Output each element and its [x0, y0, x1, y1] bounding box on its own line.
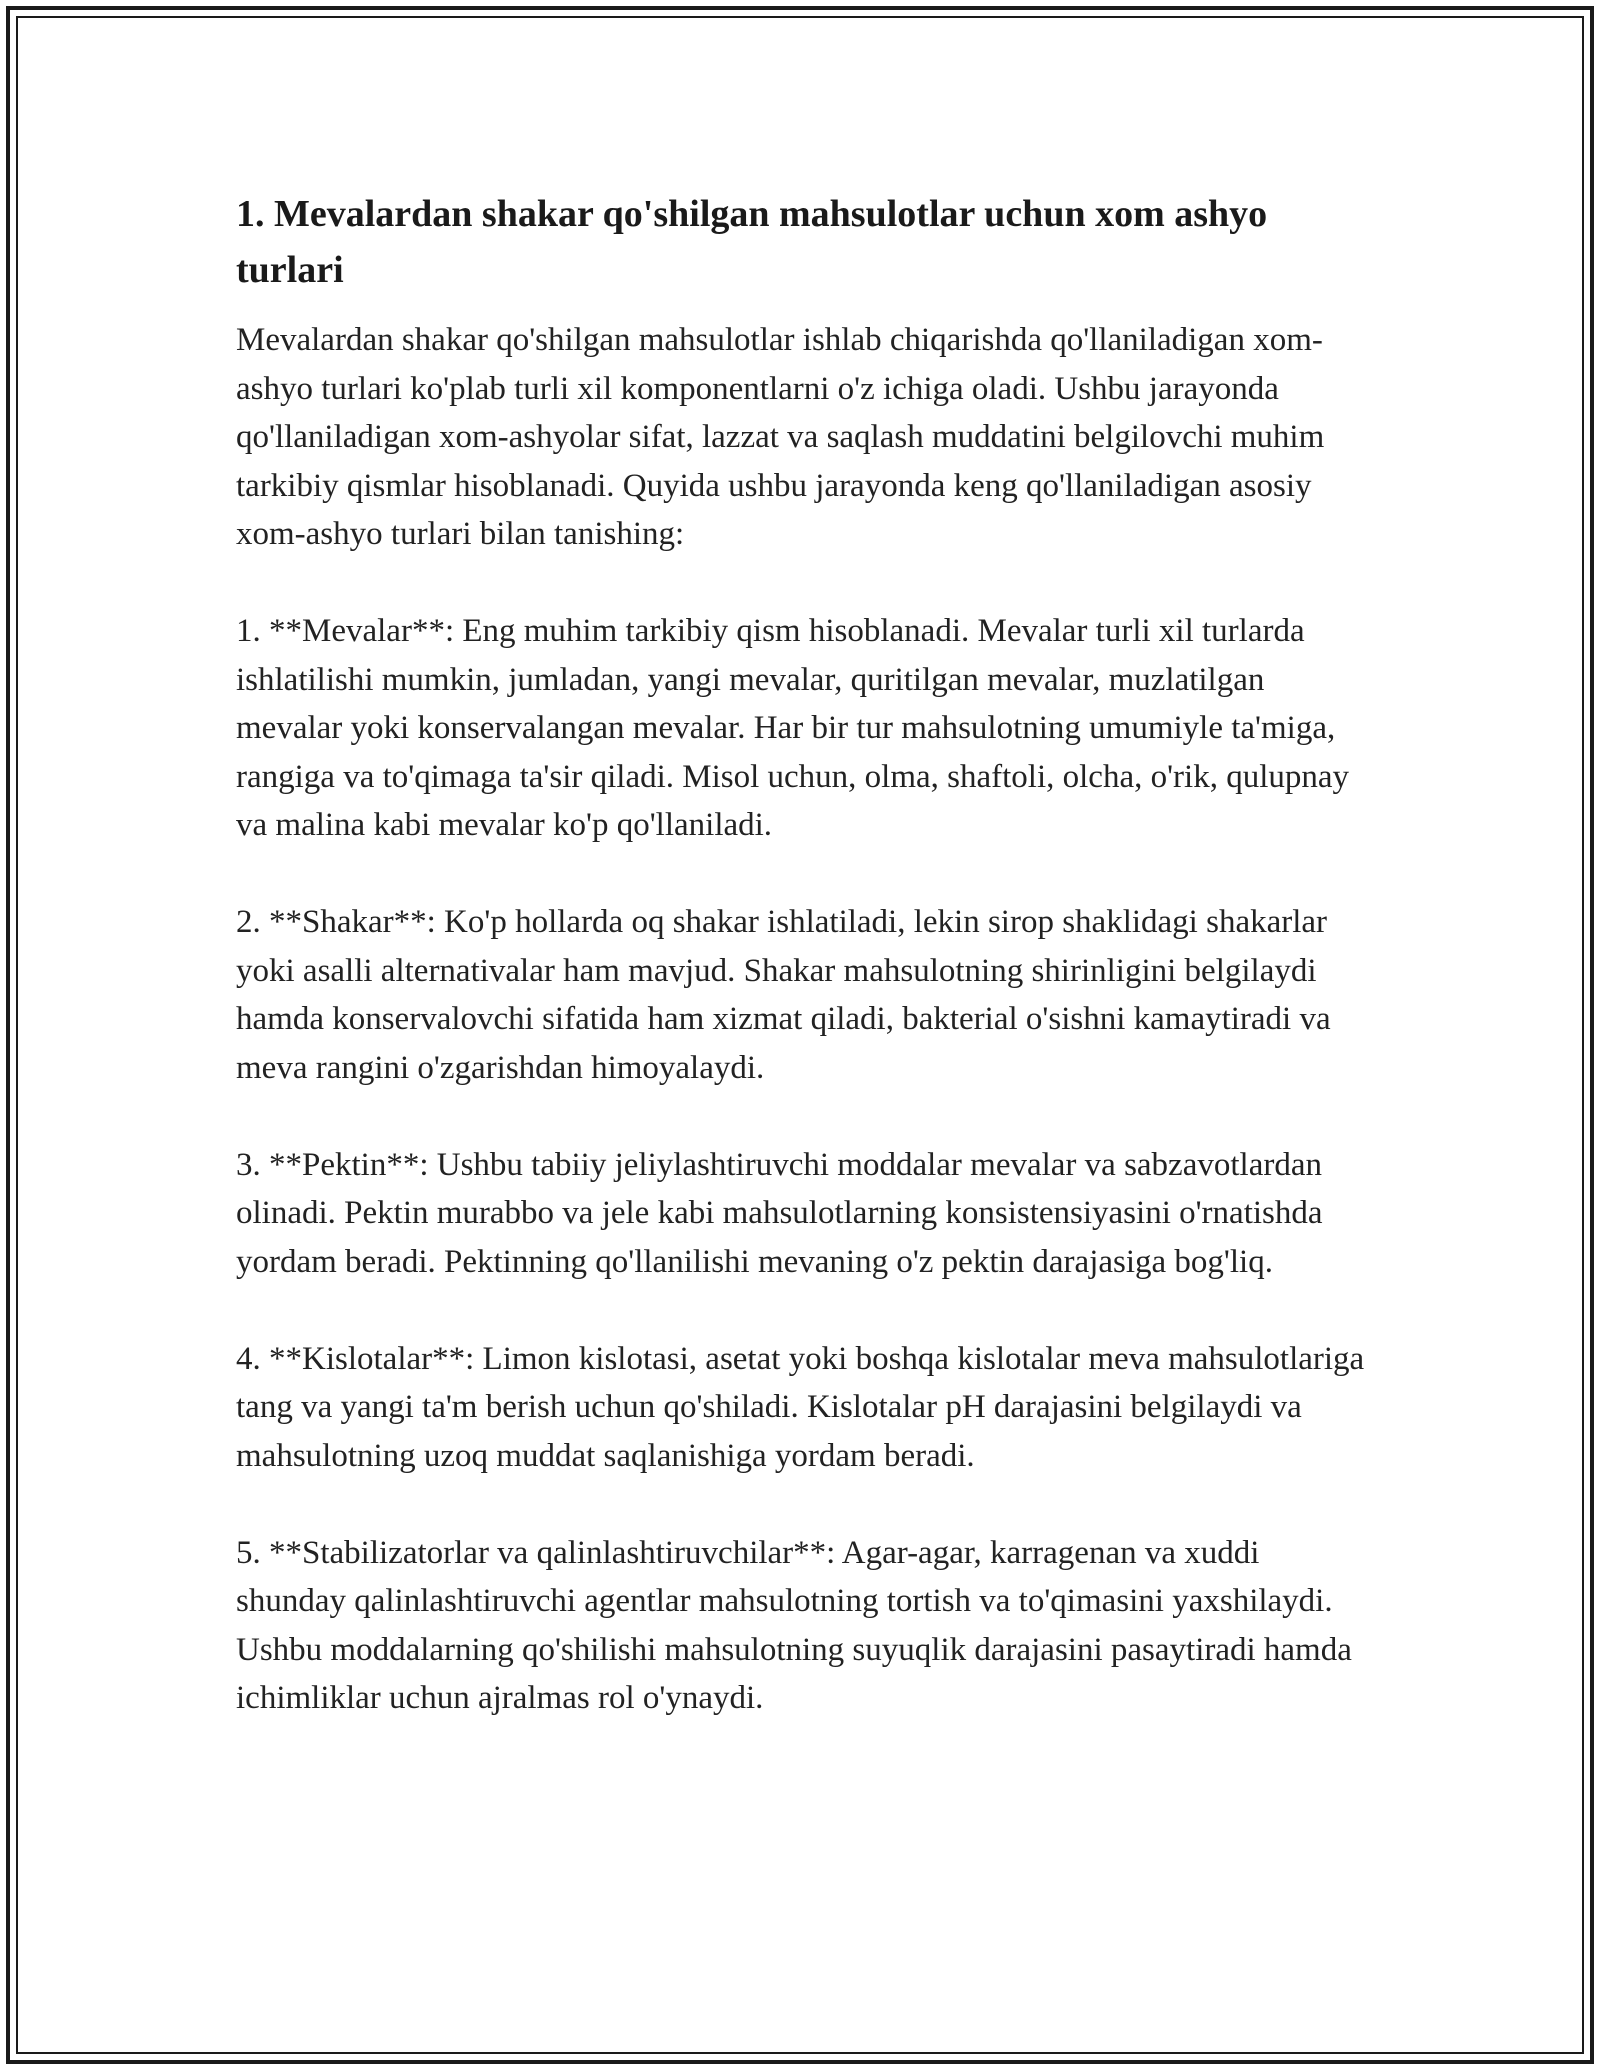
- list-item-mevalar: 1. **Mevalar**: Eng muhim tarkibiy qism hisoblanadi. Mevalar turli xil turlarda ishlatilishi mumkin, jumladan, yangi mevalar, quritilgan mevalar, muzlatilgan mevalar yoki konservalangan mevalar. Har bir tur mahsulotning umumiyle ta'miga, rangiga va to'qimaga ta'sir qiladi. Misol uchun, olma, shaftoli, olcha, o'rik, qulupnay va malina kabi mevalar ko'p qo'llaniladi.: [236, 613, 1350, 843]
- document-body: [236, 186, 1366, 1771]
- list-item-kislotalar: 4. **Kislotalar**: Limon kislotasi, asetat yoki boshqa kislotalar meva mahsulotlariga tang va yangi ta'm berish uchun qo'shiladi. Kislotalar pH darajasini belgilaydi va mahsulotning uzoq muddat saqlanishiga yordam beradi.: [236, 1340, 1365, 1474]
- list-item-stabilizatorlar: 5. **Stabilizatorlar va qalinlashtiruvchilar**: Agar-agar, karragenan va xuddi shunday qalinlashtiruvchi agentlar mahsulotning tortish va to'qimasini yaxshilaydi. Ushbu moddalarning qo'shilishi mahsulotning suyuqlik darajasini pasaytiradi hamda ichimliklar uchun ajralmas rol o'ynaydi.: [236, 1534, 1352, 1716]
- document-title: 1. Mevalardan shakar qo'shilgan mahsulotlar uchun xom ashyo turlari: [236, 193, 1268, 291]
- list-item-pektin: 3. **Pektin**: Ushbu tabiiy jeliylashtiruvchi moddalar mevalar va sabzavotlardan olinadi. Pektin murabbo va jele kabi mahsulotlarning konsistensiyasini o'rnatishda yordam beradi. Pektinning qo'llanilishi mevaning o'z pektin darajasiga bog'liq.: [236, 1146, 1323, 1280]
- intro-paragraph: Mevalardan shakar qo'shilgan mahsulotlar ishlab chiqarishda qo'llaniladigan xom-ashyo turlari ko'plab turli xil komponentlarni o'z ichiga oladi. Ushbu jarayonda qo'llaniladigan xom-ashyolar sifat, lazzat va saqlash muddatini belgilovchi muhim tarkibiy qismlar hisoblanadi. Quyida ushbu jarayonda keng qo'llaniladigan asosiy xom-ashyo turlari bilan tanishing:: [236, 322, 1325, 552]
- list-item-shakar: 2. **Shakar**: Ko'p hollarda oq shakar ishlatiladi, lekin sirop shaklidagi shakarlar yoki asalli alternativalar ham mavjud. Shakar mahsulotning shirinligini belgilaydi hamda konservalovchi sifatida ham xizmat qiladi, bakterial o'sishni kamaytiradi va meva rangini o'zgarishdan himoyalaydi.: [236, 904, 1331, 1086]
